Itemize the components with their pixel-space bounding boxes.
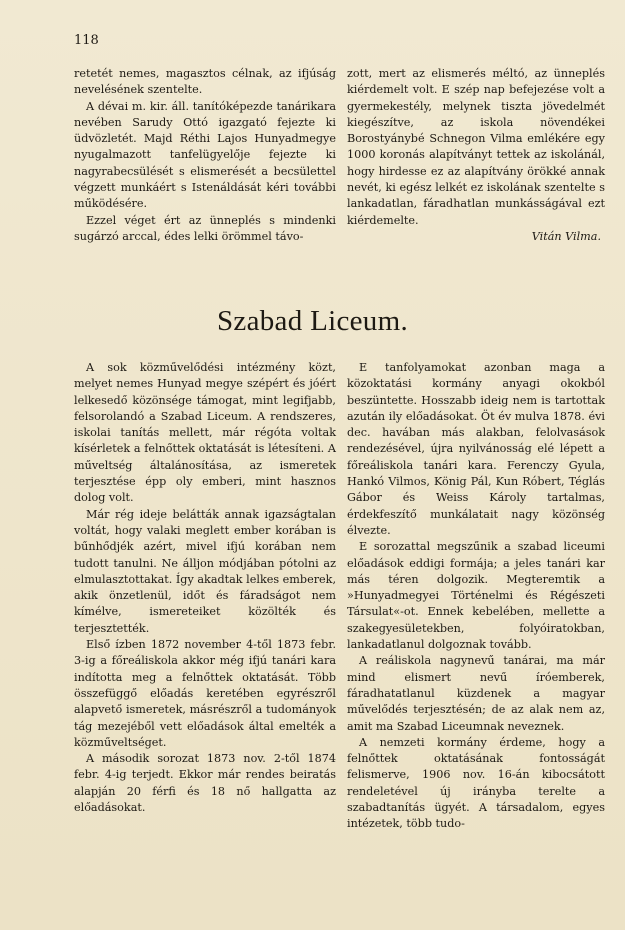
- paragraph: zott, mert az elismerés méltó, az ünneplés kiérdemelt volt. E szép nap befejezése volt a gyermekestély, melynek tiszta jövedelmét kiegészítve, az iskola növendékei Borostyánybé Schnegon Vilma emlékére egy 1000 koronás alapítványt tettek az iskolánál, hogy hirdesse ez az alapítvány örökké annak nevét, ki egész lelkét ez iskolának szentelte s lankadatlan, fáradhatlan munkásságával ezt kiérdemelte.: [347, 67, 605, 227]
- paragraph: A második sorozat 1873 nov. 2-től 1874 febr. 4-ig terjedt. Ekkor már rendes beiratás alapján 20 férfi és 18 nő hallgatta az előadásokat.: [74, 752, 336, 815]
- author-signature: Vitán Vilma.: [531, 229, 601, 243]
- page-number: 118: [74, 33, 99, 48]
- paragraph: A sok közművelődési intézmény közt, melyet nemes Hunyad megye szépért és jóért lelkesedő közönsége támogat, mint legifjabb, felsorolandó a Szabad Liceum. A rendszeres, iskolai tanítás mellett, már régóta voltak kísérletek a felnőttek oktatását is létesíteni. A műveltség általánosítása, az ismeretek terjesztése épp oly emberi, mint hasznos dolog volt.: [74, 361, 336, 505]
- paragraph: retetét nemes, magasztos célnak, az ifjúság nevelésének szentelte.: [74, 67, 336, 97]
- paragraph: E tanfolyamokat azonban maga a közoktatási kormány anyagi okokból beszüntette. Hosszabb ideig nem is tartottak azután ily előadásokat. Öt év mulva 1878. évi dec. havában más alakban, felolvasások rendezésével, újra nyilvánosság elé lépett a főreáliskola tanári kara. Ferenczy Gyula, Hankó Vilmos, König Pál, Kun Róbert, Téglás Gábor és Weiss Károly tartalmas, érdekfeszítő munkálatait nagy közönség élvezte.: [347, 361, 605, 537]
- paragraph: A dévai m. kir. áll. tanítóképezde tanárikara nevében Sarudy Ottó igazgató fejezte ki üdvözletét. Majd Réthi Lajos Hunyadmegye nyugalmazott tanfelügyelője fejezte ki nagyrabecsülését s elismerését a becsülettel végzett munkáért s Istenáldását kéri további működésére.: [74, 99, 336, 211]
- paragraph: Első ízben 1872 november 4-től 1873 febr. 3-ig a főreáliskola akkor még ifjú tanári kara indította meg a felnőttek oktatását. Több összefüggő előadás keretében egyrészről alapvető ismeretek, másrészről a tudományok tág mezejéből vett előadások által emelték a közműveltséget.: [74, 638, 336, 749]
- bottom-right-column: [347, 360, 605, 833]
- paragraph: A nemzeti kormány érdeme, hogy a felnőttek oktatásának fontosságát felismerve, 1906 nov. 16-án kibocsátott rendeletével új irányba terelte a szabadtanítás ügyét. A társadalom, egyes intézetek, több tudo-: [347, 735, 605, 831]
- bottom-left-column: [74, 360, 336, 816]
- section-title: Szabad Liceum.: [216, 305, 408, 337]
- paragraph: Már rég ideje belátták annak igazságtalan voltát, hogy valaki meglett ember korában is bűnhődjék azért, mivel ifjú korában nem tudott tanulni. Ne álljon módjában pótolni az elmulasztottakat. Így akadtak lelkes emberek, akik önzetlenül, időt és fáradságot nem kímélve, ismereteiket közölték és terjesztették.: [74, 507, 336, 635]
- top-left-column: [74, 66, 336, 245]
- paragraph: Ezzel véget ért az ünneplés s mindenki sugárzó arccal, édes lelki örömmel távo-: [74, 213, 336, 243]
- paragraph: A reáliskola nagynevű tanárai, ma már mind elismert nevű íróemberek, fáradhatatlanul küzdenek a magyar művelődés terjesztésén; de az alak nem az, amit ma Szabad Liceumnak neveznek.: [347, 654, 605, 733]
- paragraph: E sorozattal megszűnik a szabad liceumi előadások eddigi formája; a jeles tanári kar más téren dolgozik. Megteremtik a »Hunyadmegyei Történelmi és Régészeti Társulat«-ot. Ennek kebelében, mellette a szakegyesületekben, folyóiratokban, lankadatlanul dolgoznak tovább.: [347, 540, 605, 652]
- top-right-column: [347, 66, 605, 245]
